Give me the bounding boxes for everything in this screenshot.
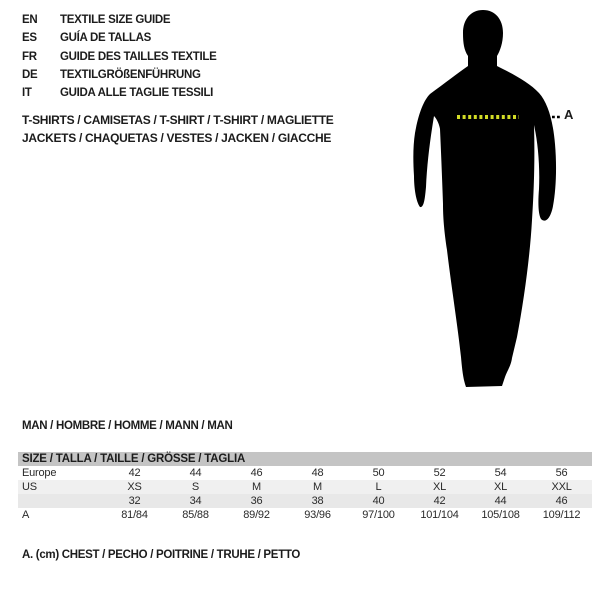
size-cell: 56 — [531, 466, 592, 480]
size-cell: S — [165, 480, 226, 494]
language-label: TEXTILGRÖßENFÜHRUNG — [60, 68, 201, 81]
size-cell: 40 — [348, 494, 409, 508]
row-label: US — [18, 480, 104, 494]
language-code: FR — [22, 50, 37, 63]
category-list — [22, 111, 334, 147]
language-code: ES — [22, 32, 37, 45]
size-cell: XS — [104, 480, 165, 494]
size-cell: 34 — [165, 494, 226, 508]
size-cell: 109/112 — [531, 508, 592, 522]
size-cell: 32 — [104, 494, 165, 508]
size-cell: 97/100 — [348, 508, 409, 522]
size-table-header-row — [18, 452, 592, 466]
language-code: EN — [22, 14, 38, 26]
size-cell: 42 — [104, 466, 165, 480]
size-cell: 54 — [470, 466, 531, 480]
language-label: GUIDA ALLE TAGLIE TESSILI — [60, 87, 214, 100]
language-row — [22, 11, 217, 29]
language-label: GUÍA DE TALLAS — [60, 32, 151, 45]
size-cell: 46 — [226, 466, 287, 480]
table-row-europe — [18, 466, 592, 480]
size-cell: XL — [409, 480, 470, 494]
size-cell: 46 — [531, 494, 592, 508]
language-list — [22, 11, 217, 102]
size-cell: 81/84 — [104, 508, 165, 522]
size-cell: 93/96 — [287, 508, 348, 522]
language-code: IT — [22, 87, 32, 100]
size-cell: 44 — [470, 494, 531, 508]
size-cell: 44 — [165, 466, 226, 480]
size-cell: 50 — [348, 466, 409, 480]
size-cell: M — [287, 480, 348, 494]
man-silhouette-path — [413, 10, 556, 387]
size-cell: 89/92 — [226, 508, 287, 522]
size-cell: 36 — [226, 494, 287, 508]
language-row — [22, 29, 217, 47]
size-cell: XXL — [531, 480, 592, 494]
size-cell: 105/108 — [470, 508, 531, 522]
language-row — [22, 66, 217, 84]
language-code: DE — [22, 68, 38, 81]
size-cell: M — [226, 480, 287, 494]
footnote-chest: A. (cm) CHEST / PECHO / POITRINE / TRUHE / PETTO — [22, 549, 301, 561]
man-silhouette — [400, 0, 600, 400]
table-row-a-chest — [18, 508, 592, 522]
size-table-header: SIZE / TALLA / TAILLE / GRÖSSE / TAGLIA — [18, 452, 592, 466]
size-table — [18, 452, 592, 522]
size-cell: XL — [470, 480, 531, 494]
size-cell: 101/104 — [409, 508, 470, 522]
table-row-us — [18, 480, 592, 494]
size-cell: 52 — [409, 466, 470, 480]
size-cell: 85/88 — [165, 508, 226, 522]
size-cell: L — [348, 480, 409, 494]
language-label: GUIDE DES TAILLES TEXTILE — [60, 50, 217, 63]
measure-label-a: A — [564, 107, 574, 122]
category-line-jackets: JACKETS / CHAQUETAS / VESTES / JACKEN / GIACCHE — [22, 131, 332, 145]
table-row-numeric — [18, 494, 592, 508]
row-label: Europe — [18, 466, 104, 480]
language-row — [22, 84, 217, 102]
size-cell: 48 — [287, 466, 348, 480]
section-title-man: MAN / HOMBRE / HOMME / MANN / MAN — [22, 420, 233, 432]
row-label — [18, 494, 104, 508]
category-line-tshirts: T-SHIRTS / CAMISETAS / T-SHIRT / T-SHIRT / MAGLIETTE — [22, 113, 334, 127]
row-label: A — [18, 508, 104, 522]
language-row — [22, 48, 217, 66]
size-cell: 42 — [409, 494, 470, 508]
size-cell: 38 — [287, 494, 348, 508]
language-label: TEXTILE SIZE GUIDE — [60, 14, 171, 26]
man-figure — [400, 0, 600, 400]
